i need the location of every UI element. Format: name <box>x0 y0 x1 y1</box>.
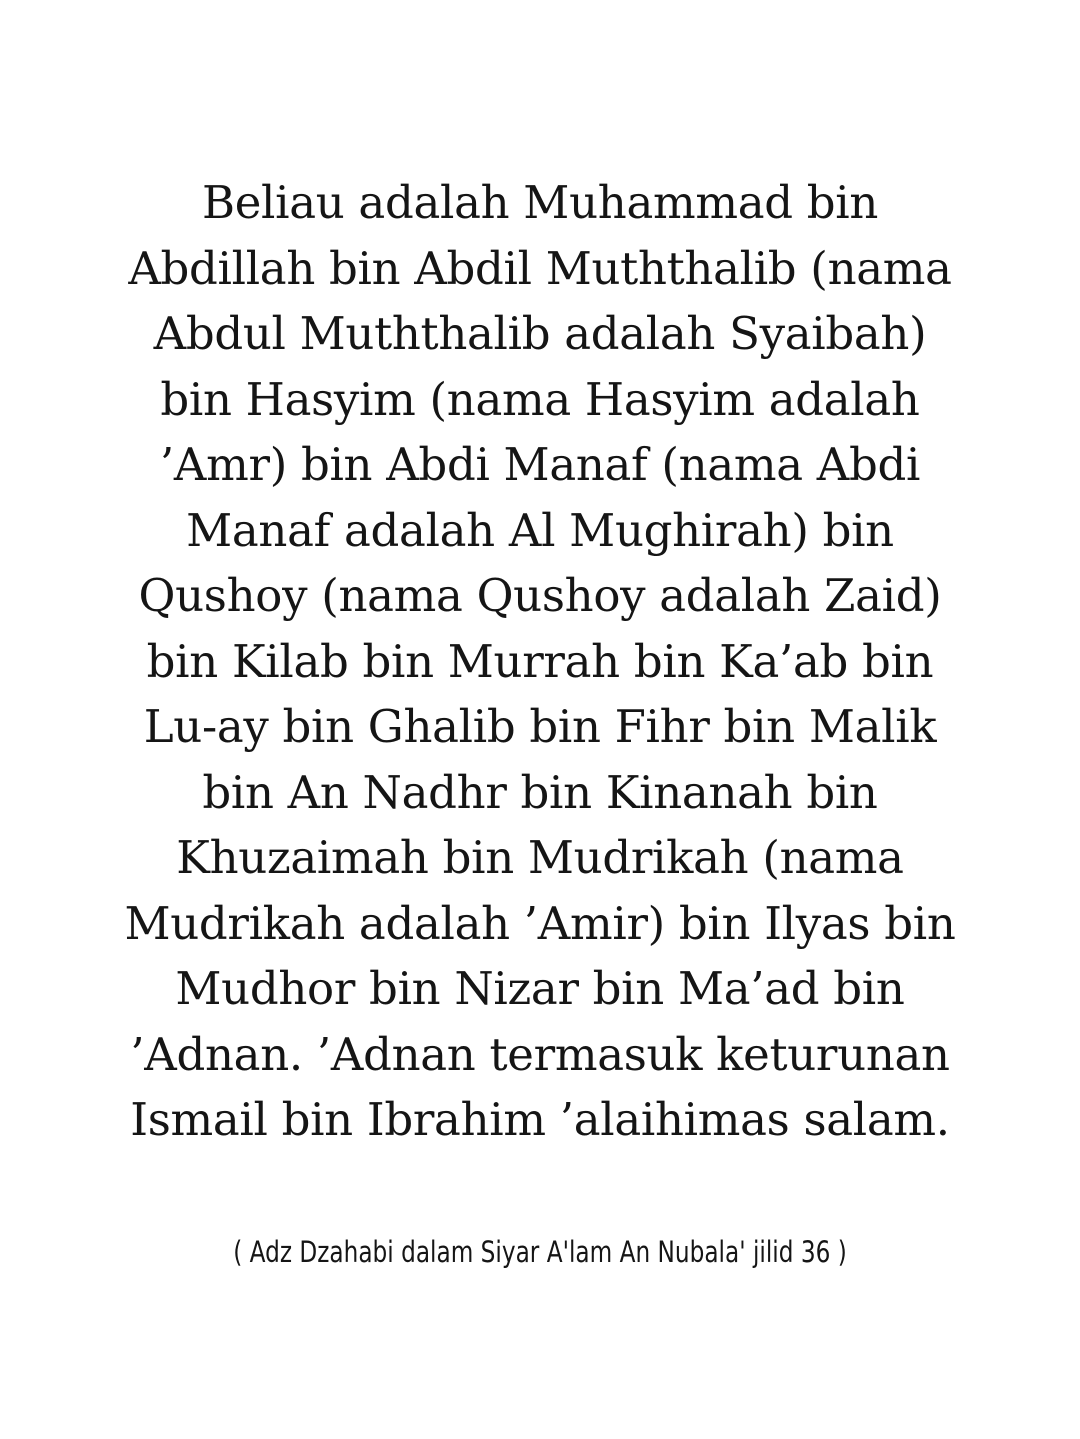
paragraph-line: ’Amr) bin Abdi Manaf (nama Abdi <box>159 438 921 491</box>
paragraph-line: bin Kilab bin Murrah bin Ka’ab bin <box>146 634 934 688</box>
paragraph-line: Mudrikah adalah ’Amir) bin Ilyas bin <box>124 896 956 950</box>
paragraph-line: Mudhor bin Nizar bin Ma’ad bin <box>175 962 905 1015</box>
source-citation: ( Adz Dzahabi dalam Siyar A'lam An Nubala' jilid 36 ) <box>233 1235 847 1269</box>
main-paragraph <box>80 170 1000 1153</box>
paragraph-line: Abdillah bin Abdil Muththalib (nama <box>128 241 952 295</box>
paragraph-line: bin An Nadhr bin Kinanah bin <box>202 765 878 819</box>
paragraph-line: Lu-ay bin Ghalib bin Fihr bin Malik <box>143 700 937 753</box>
paragraph-line: Manaf adalah Al Mughirah) bin <box>186 503 894 557</box>
paragraph-line: Ismail bin Ibrahim ’alaihimas salam. <box>130 1093 950 1146</box>
paragraph-line: Qushoy (nama Qushoy adalah Zaid) <box>138 569 942 622</box>
paragraph-line: Khuzaimah bin Mudrikah (nama <box>176 831 904 884</box>
paragraph-line: bin Hasyim (nama Hasyim adalah <box>160 372 920 426</box>
paragraph-line: ’Adnan. ’Adnan termasuk keturunan <box>130 1027 950 1081</box>
paragraph-line: Abdul Muththalib adalah Syaibah) <box>153 307 927 360</box>
paragraph-line: Beliau adalah Muhammad bin <box>201 176 879 229</box>
